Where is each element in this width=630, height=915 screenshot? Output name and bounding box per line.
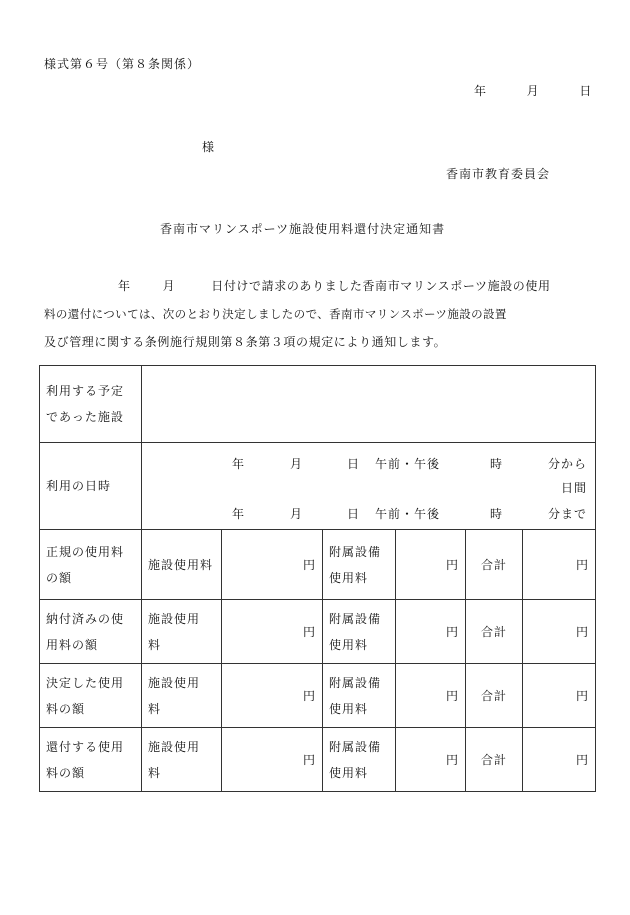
body-year: 年: [118, 279, 131, 293]
issue-date: [474, 82, 592, 99]
start-month-label: 月: [290, 457, 304, 471]
end-year-label: 年: [232, 507, 246, 521]
fee-row-decided: [40, 664, 596, 728]
total-field[interactable]: 円: [523, 664, 596, 728]
refund-table: [39, 365, 596, 792]
fee-row-refund: [40, 728, 596, 792]
facility-label: 利用する予定 であった施設: [40, 366, 142, 443]
total-label: 合計: [466, 664, 523, 728]
date-day-label: 日: [579, 84, 593, 98]
fee-row-paid: [40, 600, 596, 664]
start-year-label: 年: [232, 457, 246, 471]
equipment-fee-field[interactable]: 円: [396, 728, 466, 792]
end-day-label: 日: [347, 507, 361, 521]
total-label: 合計: [466, 600, 523, 664]
equipment-fee-label: 附属設備 使用料: [323, 728, 396, 792]
facility-field[interactable]: [142, 366, 596, 443]
start-day-label: 日: [347, 457, 361, 471]
datetime-row: [40, 443, 596, 530]
datetime-label: 利用の日時: [40, 443, 142, 530]
facility-fee-field[interactable]: 円: [222, 664, 323, 728]
body-paragraph: [44, 272, 592, 356]
date-year-label: 年: [474, 84, 488, 98]
equipment-fee-label: 附属設備 使用料: [323, 530, 396, 600]
body-line1: 日付けで請求のありました香南市マリンスポーツ施設の使用: [211, 279, 551, 293]
start-hour-label: 時: [490, 457, 504, 471]
row-label: 正規の使用料 の額: [40, 530, 142, 600]
fee-row-regular: [40, 530, 596, 600]
facility-fee-field[interactable]: 円: [222, 530, 323, 600]
start-minute-from-label: 分から: [548, 457, 588, 471]
row-label: 還付する使用 料の額: [40, 728, 142, 792]
body-line3: 及び管理に関する条例施行規則第８条第３項の規定により通知します。: [44, 335, 447, 349]
equipment-fee-label: 附属設備 使用料: [323, 600, 396, 664]
row-label: 納付済みの使 用料の額: [40, 600, 142, 664]
document-title: 香南市マリンスポーツ施設使用料還付決定通知書: [160, 222, 446, 236]
body-month: 月: [162, 279, 176, 293]
total-label: 合計: [466, 530, 523, 600]
end-month-label: 月: [290, 507, 304, 521]
total-field[interactable]: 円: [523, 600, 596, 664]
end-hour-label: 時: [490, 507, 504, 521]
addressee-suffix: 様: [202, 140, 216, 154]
equipment-fee-field[interactable]: 円: [396, 664, 466, 728]
facility-fee-field[interactable]: 円: [222, 728, 323, 792]
form-number: 様式第６号（第８条関係）: [44, 57, 201, 71]
datetime-field[interactable]: [142, 443, 596, 530]
total-label: 合計: [466, 728, 523, 792]
row-label: 決定した使用 料の額: [40, 664, 142, 728]
issuer: 香南市教育委員会: [446, 167, 551, 181]
equipment-fee-field[interactable]: 円: [396, 600, 466, 664]
facility-fee-label: 施設使用 料: [142, 600, 222, 664]
equipment-fee-label: 附属設備 使用料: [323, 664, 396, 728]
facility-fee-label: 施設使用 料: [142, 664, 222, 728]
equipment-fee-field[interactable]: 円: [396, 530, 466, 600]
body-line2: 料の還付については、次のとおり決定しましたので、香南市マリンスポーツ施設の設置: [44, 307, 507, 321]
facility-fee-label: 施設使用料: [142, 530, 222, 600]
facility-fee-field[interactable]: 円: [222, 600, 323, 664]
facility-row: [40, 366, 596, 443]
date-month-label: 月: [526, 84, 540, 98]
days-label: 日間: [561, 481, 588, 495]
facility-fee-label: 施設使用 料: [142, 728, 222, 792]
start-ampm-label: 午前・午後: [375, 457, 441, 471]
end-minute-until-label: 分まで: [548, 507, 588, 521]
total-field[interactable]: 円: [523, 728, 596, 792]
total-field[interactable]: 円: [523, 530, 596, 600]
end-ampm-label: 午前・午後: [375, 507, 441, 521]
